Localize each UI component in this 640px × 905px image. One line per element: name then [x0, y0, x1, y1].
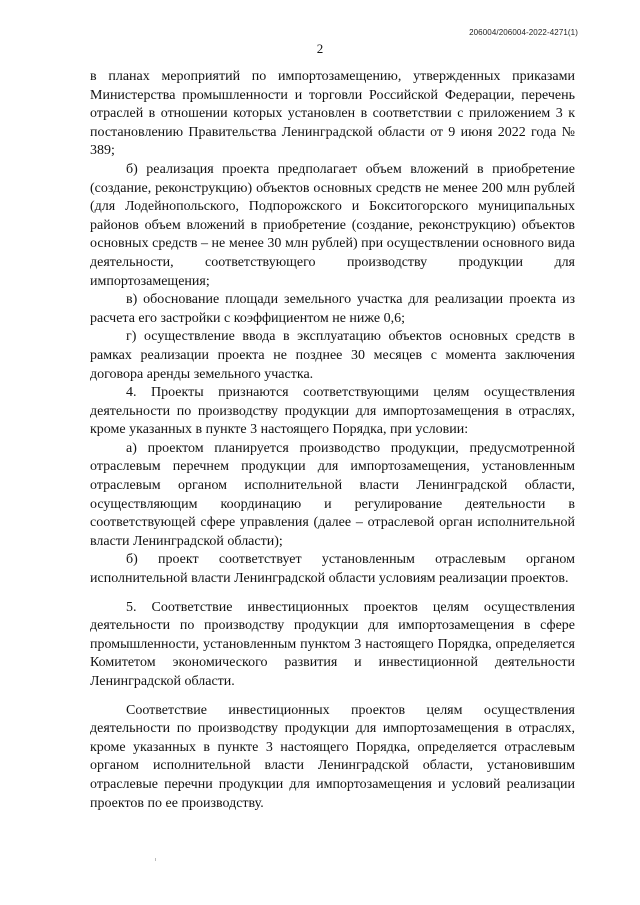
paragraph-item-g: г) осуществление ввода в эксплуатацию объектов основных средств в рамках реализации проекта не позднее 30 месяцев с момента заключения договора аренды земельного участка.: [90, 329, 575, 382]
document-code: 206004/206004-2022-4271(1): [469, 28, 578, 37]
paragraph-clause-4-b: б) проект соответствует установленным отраслевым органом исполнительной власти Ленинградской области условиям реализации проектов.: [90, 552, 575, 587]
page-number: 2: [316, 41, 324, 56]
paragraph-clause-5: 5. Соответствие инвестиционных проектов целям осуществления деятельности по производству продукции для импортозамещения в сфере промышленности, установленным пунктом 3 настоящего Порядка, определяется Комитетом экономического развития и инвестиционной деятельности Ленинградской области.: [90, 599, 575, 689]
paragraph-clause-5-continued: Соответствие инвестиционных проектов целям осуществления деятельности по производству продукции для импортозамещения в отраслях, кроме указанных в пункте 3 настоящего Порядка, определяется отраслевым органом исполнительной власти Ленинградской области, установившим отраслевые перечни продукции для импортозамещения и условий реализации проектов по ее производству.: [90, 702, 575, 811]
scan-mark: [155, 858, 156, 861]
paragraph-clause-4-a: а) проектом планируется производство продукции, предусмотренной отраслевым перечнем продукции для импортозамещения, установленным отраслевым органом исполнительной власти Ленинградской области, осуществляющим координацию и регулирование деятельности в соответствующей сфере управления (далее – отраслевой орган исполнительной власти Ленинградской области);: [90, 440, 575, 549]
document-body: [90, 68, 575, 813]
paragraph-continuation: в планах мероприятий по импортозамещению, утвержденных приказами Министерства промышленности и торговли Российской Федерации, перечень отраслей в отношении которых установлен в соответствии с приложением 3 к постановлению Правительства Ленинградской области от 9 июня 2022 года № 389;: [90, 69, 575, 159]
paragraph-clause-4: 4. Проекты признаются соответствующими целям осуществления деятельности по производству продукции для импортозамещения в отраслях, кроме указанных в пункте 3 настоящего Порядка, при условии:: [90, 385, 575, 438]
paragraph-item-v: в) обоснование площади земельного участка для реализации проекта из расчета его застройки с коэффициентом не ниже 0,6;: [90, 292, 575, 326]
paragraph-item-b: б) реализация проекта предполагает объем вложений в приобретение (создание, реконструкцию) объектов основных средств не менее 200 млн рублей (для Лодейнопольского, Подпорожского и Бокситогорского муниципальных районов объем вложений в приобретение (создание, реконструкцию) объектов основных средств – не менее 30 млн рублей) при осуществлении основного вида деятельности, соответствующего производству продукции для импортозамещения;: [90, 161, 575, 289]
